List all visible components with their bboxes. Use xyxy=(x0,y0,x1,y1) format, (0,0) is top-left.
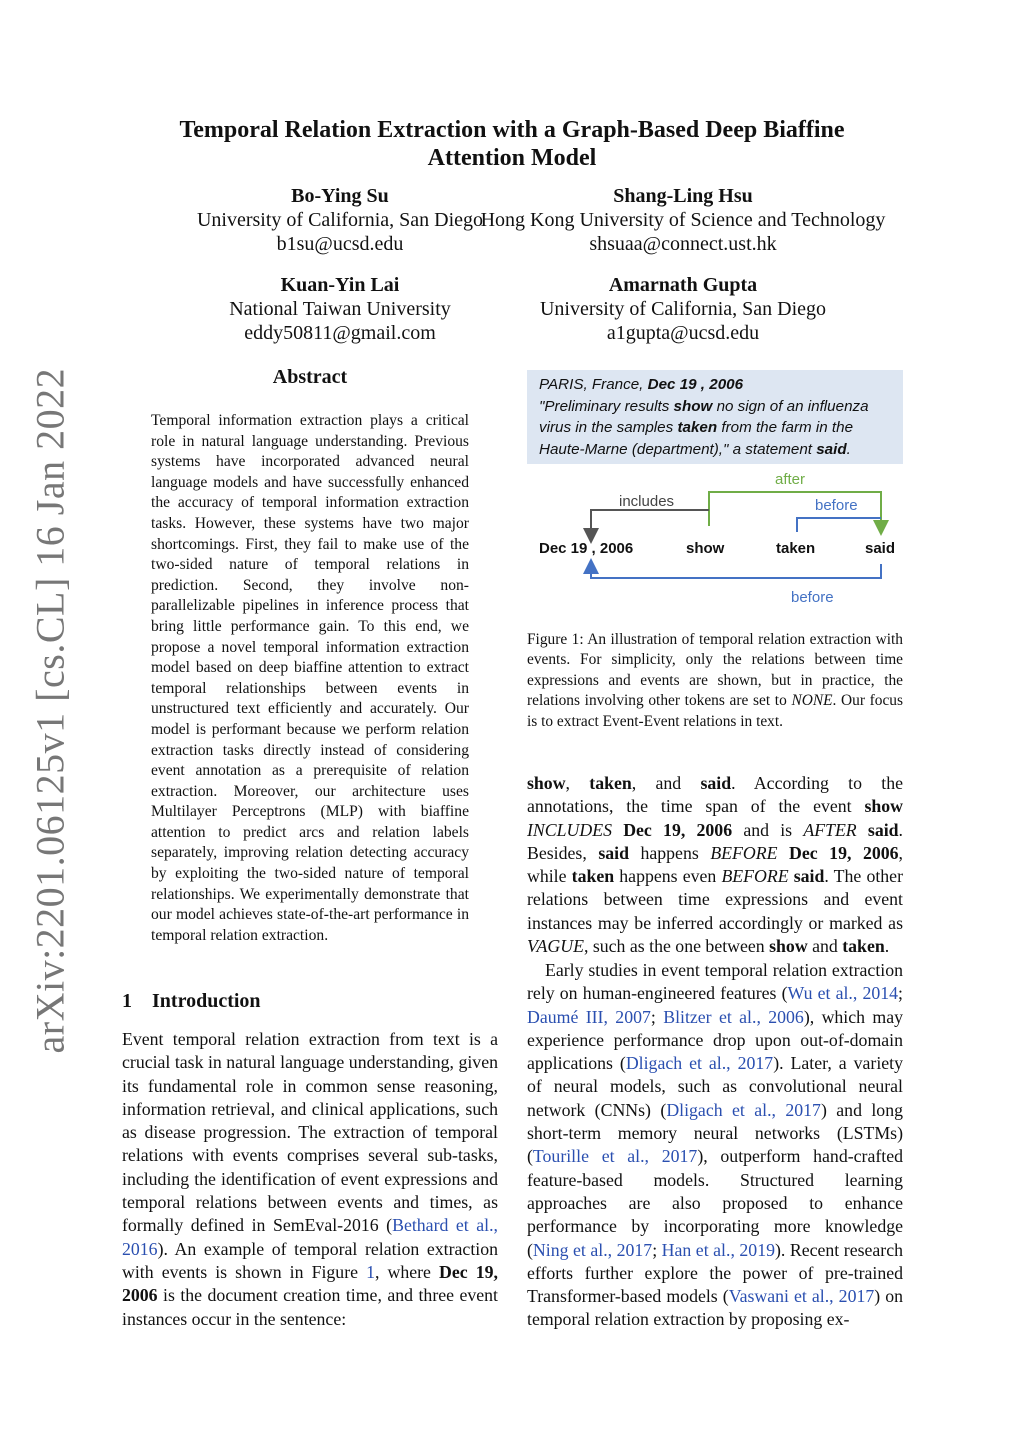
intro-paragraph xyxy=(122,1028,498,1331)
text-run: ), outperform hand-crafted feature-based models. Structured learning approaches are also proposed to enhance performance by incorporating more knowledge ( xyxy=(527,1146,903,1260)
before-top-edge xyxy=(797,518,881,532)
italic-term: BEFORE xyxy=(710,842,778,863)
bold-term: taken xyxy=(589,773,632,793)
abstract-heading: Abstract xyxy=(272,366,348,388)
citation-link[interactable]: Wu et al., 2014 xyxy=(787,983,899,1004)
citation-link[interactable]: Dligach et al., 2017 xyxy=(666,1099,821,1120)
bold-term: show xyxy=(769,936,808,957)
section-heading xyxy=(122,990,281,1013)
before-bottom-edge xyxy=(591,564,881,578)
citation-link[interactable]: Tourille et al., 2017 xyxy=(532,1146,698,1167)
section-title: Introduction xyxy=(152,990,261,1012)
bold-term: said xyxy=(867,819,899,840)
after-label: after xyxy=(775,471,806,488)
text-run: , while xyxy=(527,842,903,887)
text-run: ). Recent research efforts further explore the power of pre-trained Transformer-based models ( xyxy=(527,1239,903,1307)
bold-term: said xyxy=(598,842,629,863)
figure-sentence-box xyxy=(527,370,903,464)
node-said: said xyxy=(865,540,896,557)
text-run: . Our focus is to extract Event-Event relations in text. xyxy=(527,692,903,730)
before-bottom-label: before xyxy=(791,589,834,606)
text-run: no sign of an influenza xyxy=(712,397,869,415)
node-dec19: Dec 19 , 2006 xyxy=(539,540,634,557)
citation-link[interactable]: Han et al., 2019 xyxy=(661,1239,775,1260)
title-line-1: Temporal Relation Extraction with a Graph-Based Deep Biaffine xyxy=(179,117,845,143)
bold-term: taken xyxy=(677,419,718,436)
citation-link[interactable]: Blitzer et al., 2006 xyxy=(663,1006,804,1027)
bold-term: Dec 19, 2006 xyxy=(122,1261,498,1306)
bold-term: show xyxy=(527,773,566,793)
text-run: ), which may experience performance drop upon out-of-domain applications ( xyxy=(527,1006,904,1074)
before-top-label: before xyxy=(815,497,858,514)
author-affil: National Taiwan University xyxy=(229,298,451,320)
text-run: , and xyxy=(631,773,701,793)
bold-term: said xyxy=(700,773,732,793)
text-run: , such as the one between xyxy=(583,936,770,957)
author-affil: University of California, San Diego xyxy=(539,298,827,320)
arxiv-stamp: arXiv:2201.06125v1 [cs.CL] 16 Jan 2022 xyxy=(27,367,73,1054)
abstract-text: Temporal information extraction plays a critical role in natural language understanding. Previous systems have incorporated advanced neural language models and have successfully enhanced the accuracy of temporal information extraction tasks. However, these systems have two major shortcomings. First, they fail to make use of the two-sided nature of temporal relations in prediction. Second, they involve non-parallelizable pipelines in inference process that bring little performance gain. To this end, we propose a novel temporal information extraction model based on deep biaffine attention to extract temporal relationships between events in unstructured text efficiently and accurately. Our model is performant because we perform relation extraction tasks directly instead of considering event annotation as a prerequisite of relation extraction. Moreover, our architecture uses Multilayer Perceptrons (MLP) with biaffine attention to predict arcs and relation labels separately, improving relation detecting accuracy by exploiting the two-sided nature of temporal relationships. We experimentally demonstrate that our model achieves state-of-the-art performance in temporal relation extraction. xyxy=(151,412,469,944)
node-show: show xyxy=(686,540,725,557)
italic-term: AFTER xyxy=(803,819,857,840)
author-email: b1su@ucsd.edu xyxy=(276,233,404,255)
text-run: ). Later, a variety of neural models, such as convolutional neural network (CNNs) ( xyxy=(527,1053,903,1120)
text-run: happens xyxy=(628,842,711,863)
text-run: and is xyxy=(732,819,804,840)
author-name: Shang-Ling Hsu xyxy=(613,185,753,207)
author-1 xyxy=(170,184,510,256)
author-2 xyxy=(470,184,896,256)
author-affil: University of California, San Diego xyxy=(196,209,484,231)
author-name: Amarnath Gupta xyxy=(608,274,758,296)
col2-paragraph-1 xyxy=(527,772,903,958)
author-name: Bo-Ying Su xyxy=(291,185,389,207)
citation-link[interactable]: Ning et al., 2017 xyxy=(532,1239,653,1260)
text-run: Early studies in event temporal relation extraction rely on human-engineered features ( xyxy=(527,960,903,1004)
section-number: 1 xyxy=(122,990,132,1012)
bold-term: said xyxy=(816,440,847,458)
author-affil: Hong Kong University of Science and Technology xyxy=(480,209,886,231)
text-run: , xyxy=(565,773,590,793)
bold-term: Dec 19, 2006 xyxy=(623,819,733,840)
col2-paragraph-2 xyxy=(527,959,903,1332)
text-run: ) on temporal relation extraction by proposing ex- xyxy=(527,1286,904,1330)
author-email: eddy50811@gmail.com xyxy=(244,322,436,344)
text-run: . xyxy=(884,936,890,957)
title-line-2: Attention Model xyxy=(427,145,597,171)
citation-link[interactable]: Vaswani et al., 2017 xyxy=(728,1286,875,1307)
text-run: . Besides, xyxy=(527,819,903,863)
text-run: "Preliminary results xyxy=(539,397,674,415)
text-run: from the farm in the xyxy=(717,419,854,436)
text-run: . The other relations between time expressions and event instances may be inferred accordingly or marked as xyxy=(527,866,903,933)
bold-term: Dec 19, 2006 xyxy=(789,842,899,863)
italic-term: BEFORE xyxy=(721,866,789,887)
text-run: ) and long short-term memory neural networks (LSTMs) ( xyxy=(527,1099,903,1167)
citation-link[interactable]: Dligach et al., 2017 xyxy=(625,1053,774,1074)
author-email: shsuaa@connect.ust.hk xyxy=(589,233,777,255)
author-email: a1gupta@ucsd.edu xyxy=(606,322,760,344)
bold-term: Dec 19 , 2006 xyxy=(647,376,744,393)
italic-term: NONE xyxy=(791,692,833,710)
text-run: is the document creation time, and three event instances occur in the sentence: xyxy=(122,1285,498,1329)
includes-label: includes xyxy=(619,493,675,510)
relation-diagram xyxy=(527,466,907,612)
author-4 xyxy=(520,273,846,345)
italic-term: VAGUE xyxy=(527,936,584,957)
citation-link[interactable]: Bethard et al., 2016 xyxy=(122,1215,498,1259)
text-run: ; xyxy=(650,1006,664,1027)
text-run: Event temporal relation extraction from text is a crucial task in natural language understanding, given its fundamental role in common sense reasoning, information retrieval, and clinical applications, such as disease progression. The extraction of temporal relations with events comprises several sub-tasks, including the identification of event expressions and temporal relations between events and times, as formally defined in SemEval-2016 ( xyxy=(122,1029,498,1236)
bold-term: taken xyxy=(571,866,615,887)
text-run: ; xyxy=(652,1239,662,1260)
text-run: Figure 1: An illustration of temporal relation extraction with events. For simplicity, only the relations between time expressions and events are shown, but in practice, the relations involving other tokens are set to xyxy=(527,631,903,710)
text-run: ; xyxy=(898,983,903,1004)
text-run: . According to the annotations, the time span of the event xyxy=(527,773,904,817)
text-run: . xyxy=(846,440,851,458)
author-name: Kuan-Yin Lai xyxy=(280,274,400,296)
text-run: Haute-Marne (department)," a statement xyxy=(539,440,817,458)
text-run: and xyxy=(807,936,843,957)
citation-link[interactable]: Daumé III, 2007 xyxy=(527,1006,651,1027)
text-run: virus in the samples xyxy=(539,419,678,436)
includes-edge xyxy=(591,510,709,536)
text-run: , where xyxy=(374,1261,440,1282)
figure-caption xyxy=(527,630,903,732)
paper-title xyxy=(100,116,924,172)
node-taken: taken xyxy=(776,540,816,557)
figure-sentence xyxy=(539,374,903,460)
italic-term: INCLUDES xyxy=(527,819,612,840)
bold-term: taken xyxy=(842,936,885,957)
text-run: happens even xyxy=(614,866,722,887)
bold-term: said xyxy=(793,866,825,887)
bold-term: show xyxy=(673,397,713,415)
author-3 xyxy=(190,273,490,345)
bold-term: show xyxy=(864,796,903,817)
text-run: ). An example of temporal relation extraction with events is shown in Figure xyxy=(122,1238,498,1282)
text-run: PARIS, France, xyxy=(539,376,648,393)
figure-ref-link[interactable]: 1 xyxy=(366,1261,375,1282)
